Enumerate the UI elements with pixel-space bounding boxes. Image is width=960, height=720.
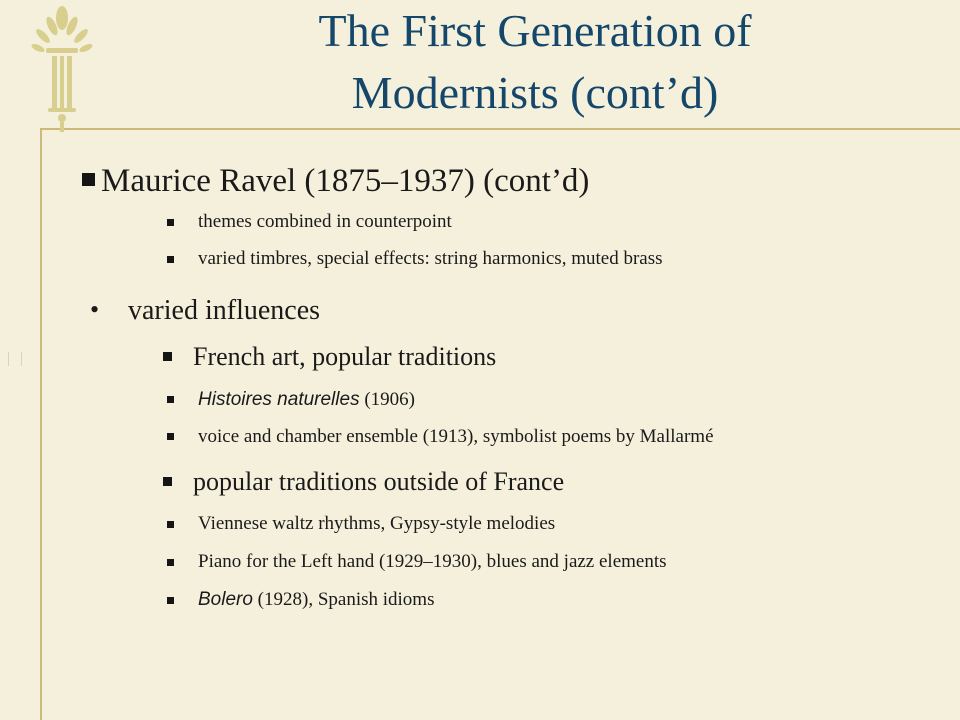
round-bullet-icon: • xyxy=(90,295,100,324)
top-rule xyxy=(40,128,960,130)
sub-bullet-text: Piano for the Left hand (1929–1930), blues and jazz elements xyxy=(198,551,667,572)
title-line-2: Modernists (cont’d) xyxy=(351,67,719,118)
section-text: varied influences xyxy=(128,295,321,326)
work-title: Bolero xyxy=(198,589,253,610)
left-rule xyxy=(40,130,42,720)
group-label: popular traditions outside of France xyxy=(193,467,565,496)
sub-bullet-text: Viennese waltz rhythms, Gypsy-style melodies xyxy=(198,513,556,534)
sub-bullet-text xyxy=(198,388,415,412)
sub-bullet-text xyxy=(198,588,434,612)
main-bullet xyxy=(82,160,589,202)
square-bullet-icon xyxy=(163,352,172,361)
square-bullet-icon xyxy=(167,559,174,566)
square-bullet-icon xyxy=(163,477,172,486)
square-bullet-icon xyxy=(82,173,95,186)
main-bullet-text: Maurice Ravel (1875–1937) (cont’d) xyxy=(101,163,590,199)
work-detail: (1928), Spanish idioms xyxy=(252,589,435,610)
square-bullet-icon xyxy=(167,433,174,440)
faint-mark xyxy=(8,352,22,366)
sub-bullet-text: voice and chamber ensemble (1913), symbolist poems by Mallarmé xyxy=(198,426,714,447)
square-bullet-icon xyxy=(167,396,174,403)
work-title: Histoires naturelles xyxy=(198,389,360,410)
group-label: French art, popular traditions xyxy=(193,342,497,371)
title-line-1: The First Generation of xyxy=(318,5,752,56)
square-bullet-icon xyxy=(167,256,174,263)
fleur-ornament-icon xyxy=(30,4,94,136)
work-detail: (1906) xyxy=(359,389,415,410)
slide-title xyxy=(110,0,960,124)
square-bullet-icon xyxy=(167,597,174,604)
square-bullet-icon xyxy=(167,219,174,226)
sub-bullet-text: themes combined in counterpoint xyxy=(198,211,452,232)
sub-bullet-text: varied timbres, special effects: string harmonics, muted brass xyxy=(198,248,663,269)
square-bullet-icon xyxy=(167,521,174,528)
